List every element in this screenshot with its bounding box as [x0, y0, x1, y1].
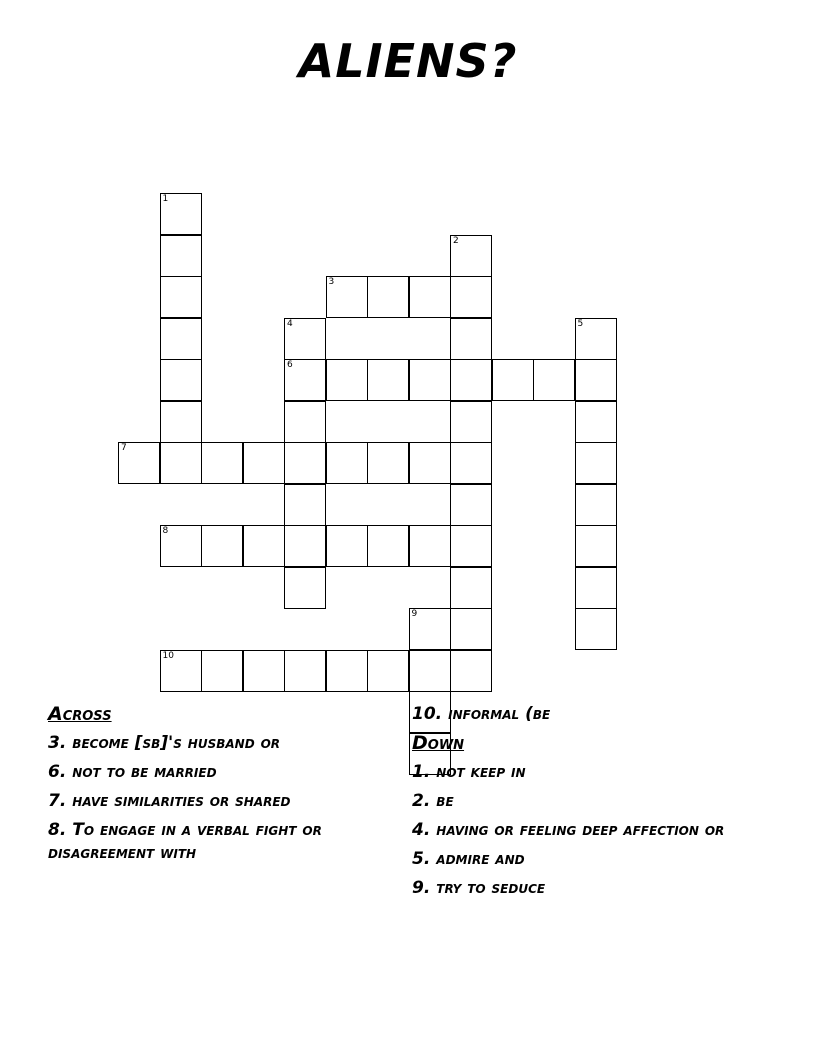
grid-cell[interactable]	[284, 567, 326, 609]
grid-cell[interactable]	[450, 608, 492, 650]
grid-cell[interactable]	[492, 359, 534, 401]
grid-cell[interactable]	[450, 650, 492, 692]
grid-cell[interactable]	[367, 650, 409, 692]
grid-cell[interactable]	[367, 525, 409, 567]
clue-number: 3.	[48, 733, 67, 753]
grid-cell[interactable]	[160, 276, 202, 318]
grid-cell[interactable]	[409, 442, 451, 484]
grid-cell[interactable]	[450, 235, 492, 277]
clue-down-1	[412, 761, 752, 784]
clue-text: try to seduce	[436, 878, 546, 898]
clue-text: informal (be	[448, 704, 551, 724]
cell-number: 2	[453, 235, 459, 246]
grid-cell[interactable]	[450, 359, 492, 401]
clue-across-10	[412, 703, 752, 726]
down-heading: Down	[412, 732, 465, 754]
grid-cell[interactable]	[284, 359, 326, 401]
grid-cell[interactable]	[575, 567, 617, 609]
grid-cell[interactable]	[575, 525, 617, 567]
grid-cell[interactable]	[160, 359, 202, 401]
grid-cell[interactable]	[409, 525, 451, 567]
cell-number: 3	[328, 277, 335, 287]
grid-cell[interactable]	[409, 608, 451, 650]
grid-cell[interactable]	[284, 484, 326, 526]
clue-number: 10.	[412, 704, 443, 724]
grid-cell[interactable]	[575, 401, 617, 443]
cell-number: 1	[162, 194, 169, 204]
grid-cell[interactable]	[326, 442, 368, 484]
grid-cell[interactable]	[160, 401, 202, 443]
grid-cell[interactable]	[450, 525, 492, 567]
grid-cell[interactable]	[243, 442, 285, 484]
grid-cell[interactable]	[284, 442, 326, 484]
grid-cell[interactable]	[450, 318, 492, 360]
grid-cell[interactable]	[160, 235, 202, 277]
grid-cell[interactable]	[367, 359, 409, 401]
grid-cell[interactable]	[243, 650, 285, 692]
grid-cell[interactable]	[160, 442, 202, 484]
cell-number: 10	[162, 650, 174, 661]
clue-text: To engage in a verbal fight or disagreement with	[48, 820, 322, 863]
grid-cell[interactable]	[243, 525, 285, 567]
grid-cell[interactable]	[367, 442, 409, 484]
clue-text: be	[436, 791, 454, 811]
grid-cell[interactable]	[450, 567, 492, 609]
clue-down-4	[412, 819, 752, 842]
clue-number: 7.	[48, 791, 67, 811]
grid-cell[interactable]	[326, 359, 368, 401]
clue-text: not keep in	[436, 762, 526, 782]
cell-number: 5	[577, 318, 584, 329]
clue-number: 6.	[48, 762, 67, 782]
clue-number: 5.	[412, 849, 431, 869]
clue-across-3	[48, 732, 398, 755]
cell-number: 6	[287, 360, 293, 370]
clue-across-7	[48, 790, 398, 813]
grid-cell[interactable]	[326, 525, 368, 567]
grid-cell[interactable]	[450, 484, 492, 526]
puzzle-title: ALIENS?	[298, 34, 518, 88]
clue-number: 8.	[48, 820, 67, 840]
grid-cell[interactable]	[450, 442, 492, 484]
clue-text: have similarities or shared	[72, 791, 291, 811]
grid-cell[interactable]	[284, 650, 326, 692]
grid-cell[interactable]	[284, 401, 326, 443]
clue-text: become [sb]'s husband or	[72, 733, 281, 753]
clue-down-9	[412, 877, 752, 900]
grid-cell[interactable]	[284, 318, 326, 360]
clue-down-2	[412, 790, 752, 813]
clue-number: 4.	[412, 820, 431, 840]
grid-cell[interactable]	[575, 318, 617, 360]
grid-cell[interactable]	[326, 650, 368, 692]
grid-cell[interactable]	[533, 359, 575, 401]
grid-cell[interactable]	[409, 650, 451, 692]
grid-cell[interactable]	[575, 484, 617, 526]
clue-number: 9.	[412, 878, 431, 898]
grid-cell[interactable]	[326, 276, 368, 318]
grid-cell[interactable]	[450, 276, 492, 318]
clue-text: not to be married	[72, 762, 217, 782]
grid-cell[interactable]	[450, 401, 492, 443]
clue-number: 2.	[412, 791, 431, 811]
cell-number: 4	[287, 318, 293, 329]
clue-number: 1.	[412, 762, 431, 782]
grid-cell[interactable]	[118, 442, 160, 484]
grid-cell[interactable]	[201, 650, 243, 692]
across-heading: Across	[48, 703, 112, 725]
grid-cell[interactable]	[160, 650, 202, 692]
grid-cell[interactable]	[575, 608, 617, 650]
cell-number: 8	[162, 526, 169, 536]
clues-left-column	[48, 703, 398, 871]
grid-cell[interactable]	[160, 318, 202, 360]
grid-cell[interactable]	[409, 359, 451, 401]
clue-across-6	[48, 761, 398, 784]
grid-cell[interactable]	[160, 525, 202, 567]
grid-cell[interactable]	[201, 442, 243, 484]
cell-number: 7	[121, 443, 127, 453]
grid-cell[interactable]	[409, 276, 451, 318]
clue-text: having or feeling deep affection or	[436, 820, 725, 840]
grid-cell[interactable]	[201, 525, 243, 567]
clue-down-5	[412, 848, 752, 871]
clue-text: admire and	[436, 849, 525, 869]
cell-number: 9	[411, 609, 418, 619]
clues-right-column	[412, 703, 752, 906]
clue-across-8	[48, 819, 398, 865]
grid-cell[interactable]	[160, 193, 202, 235]
grid-cell[interactable]	[284, 525, 326, 567]
grid-cell[interactable]	[575, 359, 617, 401]
grid-cell[interactable]	[367, 276, 409, 318]
grid-cell[interactable]	[575, 442, 617, 484]
